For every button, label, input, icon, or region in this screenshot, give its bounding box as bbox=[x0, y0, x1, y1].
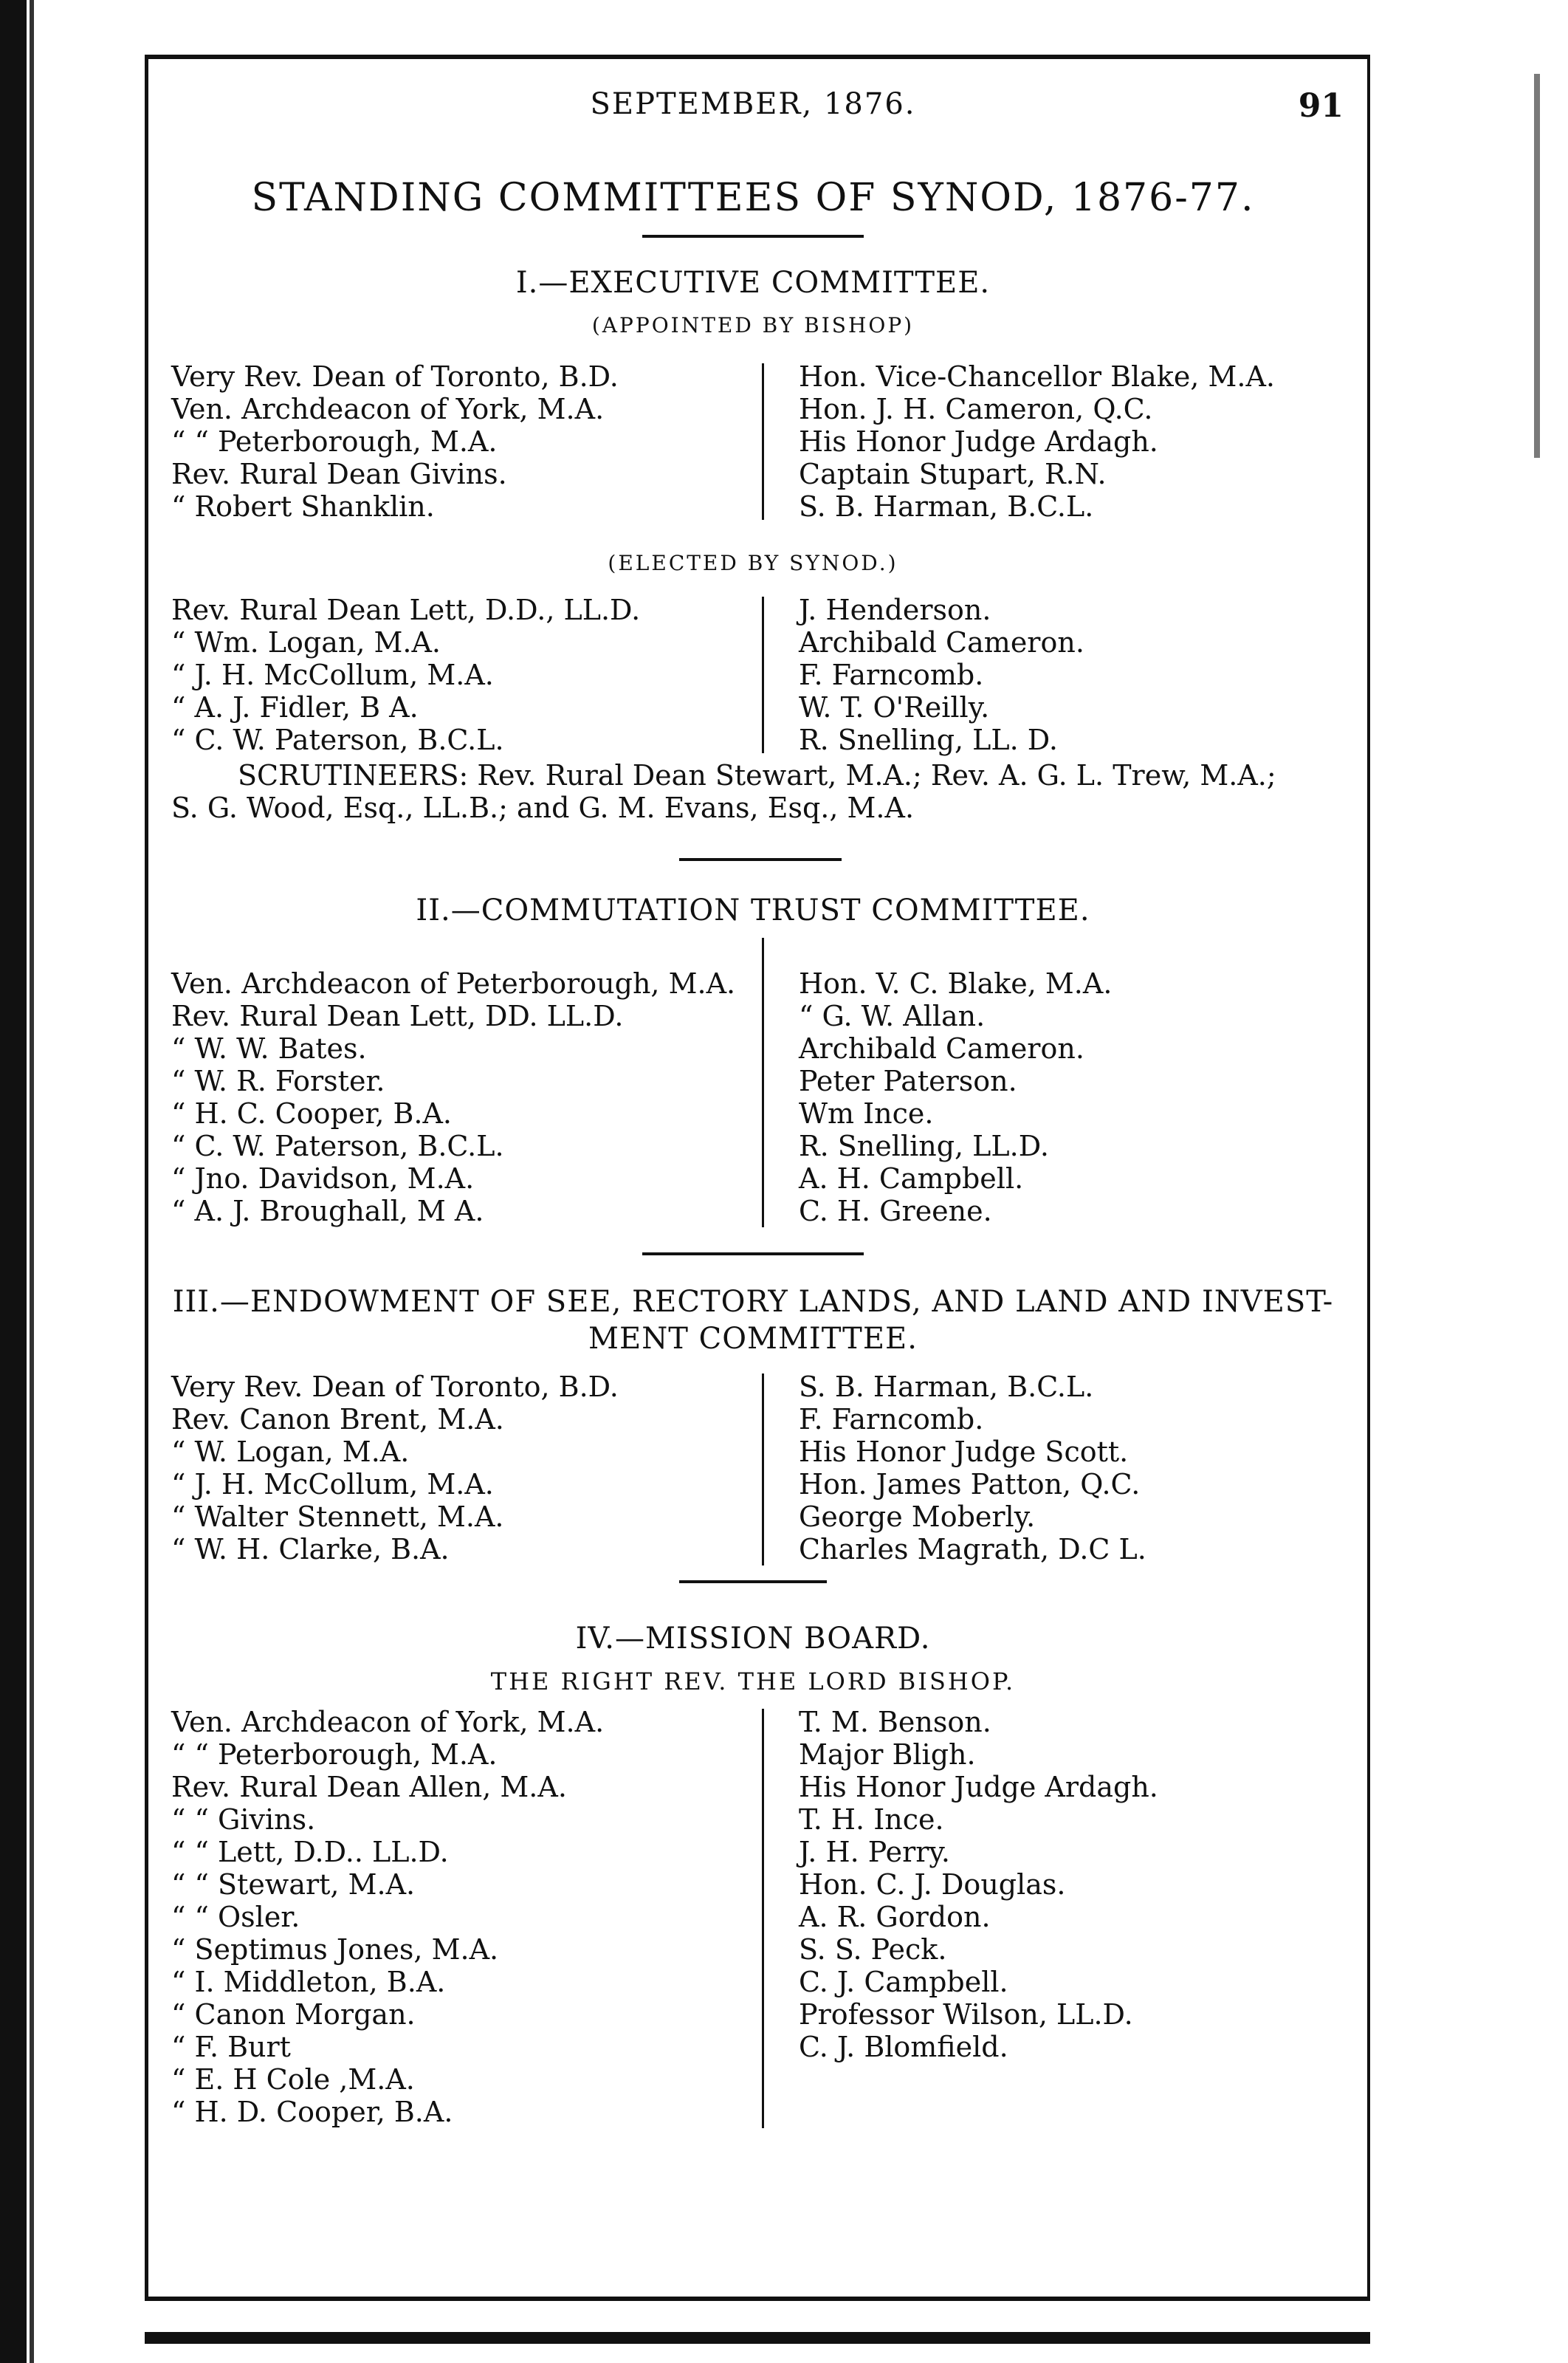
frame-bottom-band bbox=[145, 2332, 1370, 2344]
margin-mark bbox=[1534, 74, 1540, 458]
committee-member: T. H. Ince. bbox=[799, 1803, 944, 1836]
scrutineers bbox=[171, 759, 1338, 824]
committee-member: “ J. H. McCollum, M.A. bbox=[171, 1468, 494, 1501]
committee-member: W. T. O'Reilly. bbox=[799, 691, 990, 724]
committee-member: “ G. W. Allan. bbox=[799, 1000, 986, 1032]
committee-member: Rev. Rural Dean Givins. bbox=[171, 458, 507, 490]
committee-member: Ven. Archdeacon of Peterborough, M.A. bbox=[171, 967, 736, 1000]
committee-member: Rev. Rural Dean Allen, M.A. bbox=[171, 1771, 567, 1803]
committee-member: A. H. Campbell. bbox=[799, 1162, 1024, 1195]
running-title: SEPTEMBER, 1876. bbox=[590, 87, 916, 121]
committee-member: Archibald Cameron. bbox=[799, 626, 1084, 659]
scrutineers-line-1: SCRUTINEERS: Rev. Rural Dean Stewart, M.A.; Rev. A. G. L. Trew, M.A.; bbox=[238, 759, 1276, 792]
committee-member: A. R. Gordon. bbox=[799, 1901, 991, 1933]
section-4-left bbox=[171, 1706, 604, 2128]
committee-member: Hon. J. H. Cameron, Q.C. bbox=[799, 393, 1153, 425]
committee-member: Archibald Cameron. bbox=[799, 1032, 1084, 1065]
committee-member: Peter Paterson. bbox=[799, 1065, 1017, 1097]
frame-top-rule bbox=[145, 55, 1370, 59]
page-header bbox=[162, 87, 1344, 146]
committee-member: “ Jno. Davidson, M.A. bbox=[171, 1162, 475, 1195]
committee-member: Professor Wilson, LL.D. bbox=[799, 1998, 1133, 2031]
committee-member: “ “ Givins. bbox=[171, 1803, 316, 1836]
title-rule bbox=[642, 235, 864, 238]
committee-member: T. M. Benson. bbox=[799, 1706, 991, 1738]
section-4-right bbox=[799, 1706, 1158, 2063]
committee-member: “ W. R. Forster. bbox=[171, 1065, 385, 1097]
page-title: STANDING COMMITTEES OF SYNOD, 1876-77. bbox=[251, 176, 1255, 220]
section-1-appointed-left bbox=[171, 360, 619, 523]
committee-member: Hon. C. J. Douglas. bbox=[799, 1868, 1066, 1901]
committee-member: “ A. J. Fidler, B A. bbox=[171, 691, 419, 724]
section-3-heading-line-1: III.—ENDOWMENT OF SEE, RECTORY LANDS, AND LAND AND INVEST- bbox=[172, 1285, 1334, 1319]
committee-member: “ Wm. Logan, M.A. bbox=[171, 626, 441, 659]
section-1-subheading-elected: (ELECTED BY SYNOD.) bbox=[608, 551, 898, 575]
committee-member: Ven. Archdeacon of York, M.A. bbox=[171, 1706, 605, 1738]
committee-member: J. H. Perry. bbox=[799, 1836, 950, 1868]
frame-bottom-rule bbox=[145, 2297, 1370, 2301]
section-rule bbox=[679, 1580, 827, 1583]
committee-member: “ Walter Stennett, M.A. bbox=[171, 1501, 504, 1533]
committee-member: “ J. H. McCollum, M.A. bbox=[171, 659, 494, 691]
committee-member: Captain Stupart, R.N. bbox=[799, 458, 1107, 490]
committee-member: R. Snelling, LL.D. bbox=[799, 1130, 1049, 1162]
section-3-heading-line-2: MENT COMMITTEE. bbox=[588, 1322, 918, 1356]
section-4-subheading: THE RIGHT REV. THE LORD BISHOP. bbox=[490, 1667, 1016, 1695]
section-1-elected-right bbox=[799, 594, 1084, 756]
committee-member: Very Rev. Dean of Toronto, B.D. bbox=[171, 360, 619, 393]
section-4-columns bbox=[171, 1706, 1338, 2134]
committee-member: C. H. Greene. bbox=[799, 1195, 992, 1227]
column-divider bbox=[762, 938, 764, 1227]
committee-member: “ A. J. Broughall, M A. bbox=[171, 1195, 484, 1227]
committee-member: “ W. W. Bates. bbox=[171, 1032, 367, 1065]
committee-member: Hon. V. C. Blake, M.A. bbox=[799, 967, 1113, 1000]
committee-member: C. J. Campbell. bbox=[799, 1966, 1008, 1998]
committee-member: R. Snelling, LL. D. bbox=[799, 724, 1058, 756]
binding-edge bbox=[0, 0, 27, 2363]
committee-member: “ H. D. Cooper, B.A. bbox=[171, 2096, 453, 2128]
column-divider bbox=[762, 1709, 764, 2128]
committee-member: “ “ Osler. bbox=[171, 1901, 300, 1933]
committee-member: J. Henderson. bbox=[799, 594, 991, 626]
committee-member: Rev. Canon Brent, M.A. bbox=[171, 1403, 504, 1436]
committee-member: George Moberly. bbox=[799, 1501, 1036, 1533]
committee-member: “ C. W. Paterson, B.C.L. bbox=[171, 724, 504, 756]
committee-member: Major Bligh. bbox=[799, 1738, 976, 1771]
section-4-heading: IV.—MISSION BOARD. bbox=[575, 1622, 931, 1656]
committee-member: “ W. H. Clarke, B.A. bbox=[171, 1533, 450, 1565]
committee-member: Charles Magrath, D.C L. bbox=[799, 1533, 1146, 1565]
section-1-appointed-right bbox=[799, 360, 1275, 523]
section-2-right bbox=[799, 967, 1112, 1227]
binding-edge-inner bbox=[30, 0, 34, 2363]
scrutineers-line-2: S. G. Wood, Esq., LL.B.; and G. M. Evans, Esq., M.A. bbox=[171, 792, 915, 824]
section-3-right bbox=[799, 1371, 1146, 1565]
committee-member: Very Rev. Dean of Toronto, B.D. bbox=[171, 1371, 619, 1403]
committee-member: “ E. H Cole ,M.A. bbox=[171, 2063, 415, 2096]
column-divider bbox=[762, 1373, 764, 1565]
section-2-heading: II.—COMMUTATION TRUST COMMITTEE. bbox=[416, 894, 1090, 927]
frame-right-rule bbox=[1367, 55, 1370, 2299]
page-number: 91 bbox=[1298, 87, 1344, 125]
section-1-heading: I.—EXECUTIVE COMMITTEE. bbox=[515, 266, 991, 300]
section-1-elected-left bbox=[171, 594, 640, 756]
committee-member: F. Farncomb. bbox=[799, 659, 984, 691]
section-1-appointed-columns bbox=[171, 360, 1338, 523]
committee-member: “ Robert Shanklin. bbox=[171, 490, 435, 523]
column-divider bbox=[762, 597, 764, 753]
committee-member: “ C. W. Paterson, B.C.L. bbox=[171, 1130, 504, 1162]
committee-member: “ F. Burt bbox=[171, 2031, 291, 2063]
section-3-left bbox=[171, 1371, 619, 1565]
committee-member: Ven. Archdeacon of York, M.A. bbox=[171, 393, 605, 425]
committee-member: “ “ Lett, D.D.. LL.D. bbox=[171, 1836, 449, 1868]
section-2-left bbox=[171, 967, 735, 1227]
committee-member: S. S. Peck. bbox=[799, 1933, 947, 1966]
committee-member: Hon. Vice-Chancellor Blake, M.A. bbox=[799, 360, 1275, 393]
committee-member: “ H. C. Cooper, B.A. bbox=[171, 1097, 452, 1130]
section-rule bbox=[679, 858, 842, 861]
committee-member: His Honor Judge Ardagh. bbox=[799, 425, 1158, 458]
committee-member: S. B. Harman, B.C.L. bbox=[799, 490, 1094, 523]
committee-member: “ Canon Morgan. bbox=[171, 1998, 416, 2031]
committee-member: F. Farncomb. bbox=[799, 1403, 984, 1436]
committee-member: Rev. Rural Dean Lett, DD. LL.D. bbox=[171, 1000, 624, 1032]
committee-member: His Honor Judge Ardagh. bbox=[799, 1771, 1158, 1803]
frame-left-rule bbox=[145, 55, 148, 2299]
committee-member: “ Septimus Jones, M.A. bbox=[171, 1933, 499, 1966]
committee-member: S. B. Harman, B.C.L. bbox=[799, 1371, 1094, 1403]
section-1-elected-columns bbox=[171, 594, 1338, 756]
committee-member: C. J. Blomfield. bbox=[799, 2031, 1008, 2063]
committee-member: “ “ Peterborough, M.A. bbox=[171, 1738, 498, 1771]
committee-member: “ “ Peterborough, M.A. bbox=[171, 425, 498, 458]
committee-member: Hon. James Patton, Q.C. bbox=[799, 1468, 1141, 1501]
committee-member: Rev. Rural Dean Lett, D.D., LL.D. bbox=[171, 594, 641, 626]
committee-member: “ I. Middleton, B.A. bbox=[171, 1966, 446, 1998]
committee-member: “ W. Logan, M.A. bbox=[171, 1436, 410, 1468]
committee-member: Wm Ince. bbox=[799, 1097, 934, 1130]
section-2-columns bbox=[171, 967, 1338, 1233]
committee-member: His Honor Judge Scott. bbox=[799, 1436, 1129, 1468]
section-1-subheading: (APPOINTED BY BISHOP) bbox=[591, 313, 915, 337]
committee-member: “ “ Stewart, M.A. bbox=[171, 1868, 416, 1901]
section-rule bbox=[642, 1252, 864, 1255]
section-3-columns bbox=[171, 1371, 1338, 1570]
column-divider bbox=[762, 363, 764, 520]
